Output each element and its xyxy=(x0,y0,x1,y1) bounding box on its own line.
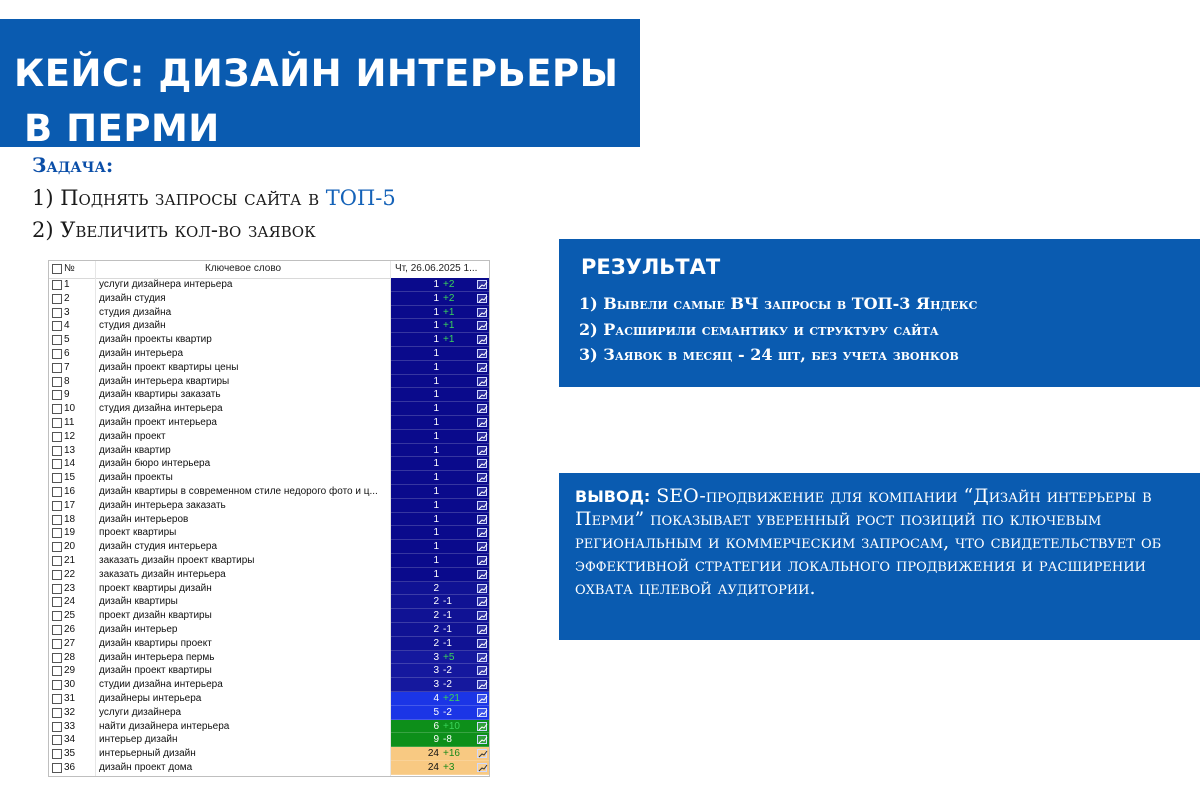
row-number: 22 xyxy=(64,568,76,580)
table-header xyxy=(49,261,489,279)
conclusion-body: SEO-продвижение для компании “Дизайн интерьеры в Перми” показывает уверенный рост позиций по ключевым региональным и коммерческим запросам, что свидетельствует об эффективной стратегии локального продвижения и расширении охвата целевой аудитории. xyxy=(575,485,1162,599)
row-keyword: проект дизайн квартиры xyxy=(99,610,212,622)
row-position-cell xyxy=(391,609,489,623)
table-row[interactable] xyxy=(49,333,489,347)
row-position-value: 5 xyxy=(433,706,439,718)
row-number: 30 xyxy=(64,679,76,691)
keyword-positions-table xyxy=(48,260,490,777)
table-row[interactable] xyxy=(49,306,489,320)
row-checkbox[interactable] xyxy=(52,542,62,552)
row-keyword: заказать дизайн проект квартиры xyxy=(99,555,255,566)
row-number: 26 xyxy=(64,624,76,635)
row-checkbox[interactable] xyxy=(52,473,62,483)
row-position-cell xyxy=(391,747,489,761)
row-position-value: 1 xyxy=(433,541,439,553)
table-row[interactable] xyxy=(49,430,489,444)
row-position-cell xyxy=(391,430,489,444)
row-position-cell xyxy=(391,582,489,596)
result-item-3: 3) Заявок в месяц - 24 шт, без учета звонков xyxy=(579,345,959,364)
row-checkbox[interactable] xyxy=(52,597,62,607)
row-checkbox[interactable] xyxy=(52,735,62,745)
chart-icon[interactable] xyxy=(477,501,487,510)
row-position-value: 4 xyxy=(433,693,439,704)
table-row[interactable] xyxy=(49,720,489,734)
row-position-change: +3 xyxy=(443,762,455,773)
title-line-1: КЕЙС: ДИЗАЙН ИНТЕРЬЕРЫ xyxy=(14,52,619,95)
chart-icon[interactable] xyxy=(477,708,487,717)
row-checkbox[interactable] xyxy=(52,459,62,469)
row-keyword: дизайн бюро интерьера xyxy=(99,458,211,470)
chart-icon[interactable] xyxy=(477,584,487,593)
chart-icon[interactable] xyxy=(477,625,487,634)
row-position-change: +5 xyxy=(443,651,455,663)
row-keyword: дизайн квартиры xyxy=(99,596,178,608)
row-position-cell xyxy=(391,706,489,720)
column-header-number[interactable]: № xyxy=(64,263,75,274)
row-keyword: дизайн проекты xyxy=(99,472,173,484)
row-keyword: интерьерный дизайн xyxy=(99,748,196,760)
table-row[interactable] xyxy=(49,540,489,554)
row-position-cell xyxy=(391,278,489,292)
row-number: 14 xyxy=(64,458,76,470)
chart-icon[interactable] xyxy=(477,349,487,358)
table-row[interactable] xyxy=(49,706,489,720)
row-position-change: -8 xyxy=(443,734,452,746)
row-position-value: 1 xyxy=(433,568,439,580)
row-position-value: 1 xyxy=(433,348,439,359)
row-keyword: услуги дизайнера xyxy=(99,706,182,718)
chart-icon[interactable] xyxy=(477,459,487,468)
chart-icon[interactable] xyxy=(477,666,487,675)
row-keyword: дизайн квартиры в современном стиле недорого фото и ц... xyxy=(99,486,378,497)
row-position-change: +2 xyxy=(443,292,455,304)
row-keyword: дизайн интерьера xyxy=(99,348,184,359)
row-position-value: 24 xyxy=(427,748,439,760)
row-number: 16 xyxy=(64,486,76,497)
row-position-change: +21 xyxy=(443,693,460,704)
row-checkbox[interactable] xyxy=(52,556,62,566)
chart-icon[interactable] xyxy=(477,515,487,524)
row-position-change: +2 xyxy=(443,279,455,290)
row-keyword: дизайн квартиры заказать xyxy=(99,389,221,401)
row-number: 17 xyxy=(64,499,76,511)
table-row[interactable] xyxy=(49,416,489,430)
row-position-cell xyxy=(391,720,489,734)
row-number: 24 xyxy=(64,596,76,608)
chart-icon[interactable] xyxy=(477,542,487,551)
row-checkbox[interactable] xyxy=(52,404,62,414)
row-number: 29 xyxy=(64,665,76,677)
row-checkbox[interactable] xyxy=(52,515,62,525)
row-position-change: -1 xyxy=(443,596,452,608)
chart-icon[interactable] xyxy=(477,763,487,772)
row-position-cell xyxy=(391,485,489,499)
row-number: 35 xyxy=(64,748,76,760)
row-number: 33 xyxy=(64,720,76,732)
row-number: 13 xyxy=(64,444,76,456)
chart-icon[interactable] xyxy=(477,390,487,399)
row-keyword: студии дизайна интерьера xyxy=(99,679,223,691)
row-position-value: 1 xyxy=(433,375,439,387)
row-keyword: проект квартиры дизайн xyxy=(99,582,212,594)
table-row[interactable] xyxy=(49,623,489,637)
table-row[interactable] xyxy=(49,471,489,485)
row-position-change: -2 xyxy=(443,665,452,677)
row-checkbox[interactable] xyxy=(52,570,62,580)
row-checkbox[interactable] xyxy=(52,294,62,304)
row-position-value: 24 xyxy=(427,762,439,773)
task-item-1-text: 1) Поднять запросы сайта в xyxy=(32,186,326,210)
row-number: 2 xyxy=(64,292,70,304)
row-position-cell xyxy=(391,444,489,458)
row-keyword: дизайн проект квартиры xyxy=(99,665,212,677)
row-number: 36 xyxy=(64,762,76,773)
conclusion-text xyxy=(575,485,1187,600)
row-position-change: +1 xyxy=(443,306,455,318)
row-position-value: 2 xyxy=(433,596,439,608)
row-checkbox[interactable] xyxy=(52,625,62,635)
row-checkbox[interactable] xyxy=(52,666,62,676)
table-row[interactable] xyxy=(49,595,489,609)
table-row[interactable] xyxy=(49,444,489,458)
row-keyword: студия дизайн xyxy=(99,320,166,332)
row-keyword: дизайн интерьера пермь xyxy=(99,651,215,663)
row-checkbox[interactable] xyxy=(52,377,62,387)
result-title: РЕЗУЛЬТАТ xyxy=(581,255,721,279)
row-position-cell xyxy=(391,664,489,678)
row-keyword: интерьер дизайн xyxy=(99,734,178,746)
row-checkbox[interactable] xyxy=(52,639,62,649)
row-keyword: дизайн интерьера квартиры xyxy=(99,375,230,387)
table-row[interactable] xyxy=(49,388,489,402)
row-checkbox[interactable] xyxy=(52,722,62,732)
chart-icon[interactable] xyxy=(477,432,487,441)
chart-icon[interactable] xyxy=(477,321,487,330)
result-box xyxy=(559,239,1200,387)
row-keyword: дизайн проекты квартир xyxy=(99,334,212,346)
row-position-value: 3 xyxy=(433,679,439,691)
row-checkbox[interactable] xyxy=(52,694,62,704)
row-position-change: +1 xyxy=(443,334,455,346)
row-position-cell xyxy=(391,595,489,609)
row-position-value: 1 xyxy=(433,292,439,304)
table-row[interactable] xyxy=(49,485,489,499)
row-checkbox[interactable] xyxy=(52,349,62,359)
chart-icon[interactable] xyxy=(477,653,487,662)
row-number: 5 xyxy=(64,334,70,346)
row-number: 6 xyxy=(64,348,70,359)
table-row[interactable] xyxy=(49,733,489,747)
row-keyword: дизайнеры интерьера xyxy=(99,693,202,704)
task-item-1-accent: ТОП-5 xyxy=(325,186,396,210)
row-position-change: -1 xyxy=(443,610,452,622)
row-number: 18 xyxy=(64,513,76,525)
row-position-value: 1 xyxy=(433,320,439,332)
row-position-cell xyxy=(391,678,489,692)
row-number: 34 xyxy=(64,734,76,746)
chart-icon[interactable] xyxy=(477,418,487,427)
chart-icon[interactable] xyxy=(477,363,487,372)
row-position-cell xyxy=(391,761,489,775)
row-keyword: дизайн проект интерьера xyxy=(99,417,217,428)
table-row[interactable] xyxy=(49,747,489,761)
conclusion-label: ВЫВОД: xyxy=(575,487,651,506)
conclusion-box xyxy=(559,473,1200,640)
table-row[interactable] xyxy=(49,513,489,527)
row-checkbox[interactable] xyxy=(52,363,62,373)
chart-icon[interactable] xyxy=(477,680,487,689)
row-checkbox[interactable] xyxy=(52,708,62,718)
row-keyword: дизайн интерьера заказать xyxy=(99,499,226,511)
row-keyword: дизайн проект xyxy=(99,430,166,442)
row-position-cell xyxy=(391,457,489,471)
chart-icon[interactable] xyxy=(477,639,487,648)
row-number: 12 xyxy=(64,430,76,442)
row-position-value: 3 xyxy=(433,665,439,677)
row-position-cell xyxy=(391,554,489,568)
row-position-value: 1 xyxy=(433,472,439,484)
row-position-change: +16 xyxy=(443,748,460,760)
row-checkbox[interactable] xyxy=(52,584,62,594)
row-checkbox[interactable] xyxy=(52,653,62,663)
row-position-cell xyxy=(391,651,489,665)
row-keyword: найти дизайнера интерьера xyxy=(99,720,230,732)
row-checkbox[interactable] xyxy=(52,528,62,538)
row-number: 31 xyxy=(64,693,76,704)
row-position-value: 9 xyxy=(433,734,439,746)
select-all-checkbox[interactable] xyxy=(52,264,62,274)
row-checkbox[interactable] xyxy=(52,432,62,442)
table-row[interactable] xyxy=(49,609,489,623)
table-row[interactable] xyxy=(49,761,489,775)
row-position-change: +1 xyxy=(443,320,455,332)
table-row[interactable] xyxy=(49,292,489,306)
table-row[interactable] xyxy=(49,402,489,416)
row-number: 7 xyxy=(64,361,70,373)
row-number: 9 xyxy=(64,389,70,401)
row-keyword: дизайн квартир xyxy=(99,444,171,456)
row-position-cell xyxy=(391,319,489,333)
row-keyword: студия дизайна xyxy=(99,306,172,318)
row-checkbox[interactable] xyxy=(52,335,62,345)
row-position-cell xyxy=(391,540,489,554)
row-checkbox[interactable] xyxy=(52,763,62,773)
row-checkbox[interactable] xyxy=(52,487,62,497)
chart-icon[interactable] xyxy=(477,446,487,455)
table-row[interactable] xyxy=(49,526,489,540)
row-position-cell xyxy=(391,416,489,430)
row-number: 19 xyxy=(64,527,76,539)
row-position-value: 1 xyxy=(433,417,439,428)
chart-icon[interactable] xyxy=(477,280,487,289)
table-row[interactable] xyxy=(49,582,489,596)
row-checkbox[interactable] xyxy=(52,680,62,690)
title-line-2: В ПЕРМИ xyxy=(24,107,220,150)
chart-icon[interactable] xyxy=(477,335,487,344)
row-keyword: дизайн проект квартиры цены xyxy=(99,361,239,373)
row-checkbox[interactable] xyxy=(52,308,62,318)
table-row[interactable] xyxy=(49,361,489,375)
row-position-cell xyxy=(391,513,489,527)
row-number: 20 xyxy=(64,541,76,553)
table-row[interactable] xyxy=(49,278,489,292)
row-position-value: 1 xyxy=(433,361,439,373)
column-header-date[interactable]: Чт, 26.06.2025 1... xyxy=(395,263,478,274)
row-number: 25 xyxy=(64,610,76,622)
table-row[interactable] xyxy=(49,692,489,706)
table-row[interactable] xyxy=(49,637,489,651)
row-keyword: заказать дизайн интерьера xyxy=(99,568,226,580)
row-position-value: 2 xyxy=(433,624,439,635)
row-position-change: -1 xyxy=(443,624,452,635)
row-keyword: дизайн интерьеров xyxy=(99,513,189,525)
row-position-value: 1 xyxy=(433,458,439,470)
row-position-cell xyxy=(391,499,489,513)
task-item-2: 2) Увеличить кол-во заявок xyxy=(32,218,316,242)
table-row[interactable] xyxy=(49,664,489,678)
chart-icon[interactable] xyxy=(477,749,487,758)
row-keyword: дизайн квартиры проект xyxy=(99,637,212,649)
result-item-2: 2) Расширили семантику и структуру сайта xyxy=(579,320,939,339)
row-keyword: проект квартиры xyxy=(99,527,177,539)
chart-icon[interactable] xyxy=(477,528,487,537)
row-position-value: 1 xyxy=(433,403,439,415)
row-position-value: 1 xyxy=(433,334,439,346)
row-position-cell xyxy=(391,388,489,402)
chart-icon[interactable] xyxy=(477,722,487,731)
row-position-value: 1 xyxy=(433,499,439,511)
result-item-1: 1) Вывели самые ВЧ запросы в ТОП-3 Яндекс xyxy=(579,294,978,313)
table-row[interactable] xyxy=(49,457,489,471)
row-checkbox[interactable] xyxy=(52,501,62,511)
table-row[interactable] xyxy=(49,568,489,582)
row-number: 3 xyxy=(64,306,70,318)
chart-icon[interactable] xyxy=(477,308,487,317)
row-checkbox[interactable] xyxy=(52,321,62,331)
row-position-change: -2 xyxy=(443,679,452,691)
row-number: 15 xyxy=(64,472,76,484)
chart-icon[interactable] xyxy=(477,473,487,482)
row-position-value: 1 xyxy=(433,444,439,456)
task-heading: Задача: xyxy=(32,153,114,177)
row-position-change: -1 xyxy=(443,637,452,649)
row-number: 1 xyxy=(64,279,70,290)
chart-icon[interactable] xyxy=(477,694,487,703)
row-checkbox[interactable] xyxy=(52,749,62,759)
row-position-cell xyxy=(391,361,489,375)
row-position-cell xyxy=(391,623,489,637)
chart-icon[interactable] xyxy=(477,404,487,413)
table-row[interactable] xyxy=(49,678,489,692)
row-number: 21 xyxy=(64,555,76,566)
row-position-value: 1 xyxy=(433,527,439,539)
row-number: 28 xyxy=(64,651,76,663)
row-position-value: 1 xyxy=(433,389,439,401)
row-number: 10 xyxy=(64,403,76,415)
row-number: 4 xyxy=(64,320,70,332)
row-position-cell xyxy=(391,402,489,416)
chart-icon[interactable] xyxy=(477,735,487,744)
row-position-cell xyxy=(391,292,489,306)
row-position-cell xyxy=(391,733,489,747)
row-checkbox[interactable] xyxy=(52,446,62,456)
table-row[interactable] xyxy=(49,651,489,665)
task-item-1 xyxy=(32,186,396,210)
row-position-cell xyxy=(391,471,489,485)
row-checkbox[interactable] xyxy=(52,280,62,290)
chart-icon[interactable] xyxy=(477,294,487,303)
table-row[interactable] xyxy=(49,319,489,333)
row-position-cell xyxy=(391,375,489,389)
table-row[interactable] xyxy=(49,347,489,361)
chart-icon[interactable] xyxy=(477,611,487,620)
row-number: 8 xyxy=(64,375,70,387)
row-number: 27 xyxy=(64,637,76,649)
table-row[interactable] xyxy=(49,554,489,568)
chart-icon[interactable] xyxy=(477,556,487,565)
row-checkbox[interactable] xyxy=(52,390,62,400)
row-position-value: 1 xyxy=(433,486,439,497)
table-row[interactable] xyxy=(49,499,489,513)
row-position-cell xyxy=(391,333,489,347)
table-row[interactable] xyxy=(49,375,489,389)
row-checkbox[interactable] xyxy=(52,418,62,428)
row-keyword: услуги дизайнера интерьера xyxy=(99,279,233,290)
row-number: 32 xyxy=(64,706,76,718)
row-checkbox[interactable] xyxy=(52,611,62,621)
row-number: 11 xyxy=(64,417,75,428)
row-position-value: 1 xyxy=(433,513,439,525)
row-position-value: 1 xyxy=(433,555,439,566)
row-keyword: дизайн студия интерьера xyxy=(99,541,218,553)
row-position-cell xyxy=(391,568,489,582)
row-position-value: 3 xyxy=(433,651,439,663)
chart-icon[interactable] xyxy=(477,487,487,496)
row-position-value: 2 xyxy=(433,582,439,594)
row-position-value: 2 xyxy=(433,610,439,622)
row-position-cell xyxy=(391,526,489,540)
row-position-change: +10 xyxy=(443,720,460,732)
row-position-cell xyxy=(391,306,489,320)
row-keyword: дизайн проект дома xyxy=(99,762,193,773)
row-keyword: дизайн интерьер xyxy=(99,624,178,635)
chart-icon[interactable] xyxy=(477,597,487,606)
row-position-cell xyxy=(391,692,489,706)
chart-icon[interactable] xyxy=(477,570,487,579)
row-position-value: 1 xyxy=(433,279,439,290)
title-banner xyxy=(0,19,640,150)
row-keyword: дизайн студия xyxy=(99,292,166,304)
row-number: 23 xyxy=(64,582,76,594)
row-position-cell xyxy=(391,347,489,361)
row-position-change: -2 xyxy=(443,706,452,718)
row-keyword: студия дизайна интерьера xyxy=(99,403,223,415)
row-position-cell xyxy=(391,637,489,651)
row-position-value: 1 xyxy=(433,306,439,318)
row-position-value: 6 xyxy=(433,720,439,732)
column-header-keyword[interactable]: Ключевое слово xyxy=(205,263,282,274)
row-position-value: 2 xyxy=(433,637,439,649)
chart-icon[interactable] xyxy=(477,377,487,386)
row-position-value: 1 xyxy=(433,430,439,442)
